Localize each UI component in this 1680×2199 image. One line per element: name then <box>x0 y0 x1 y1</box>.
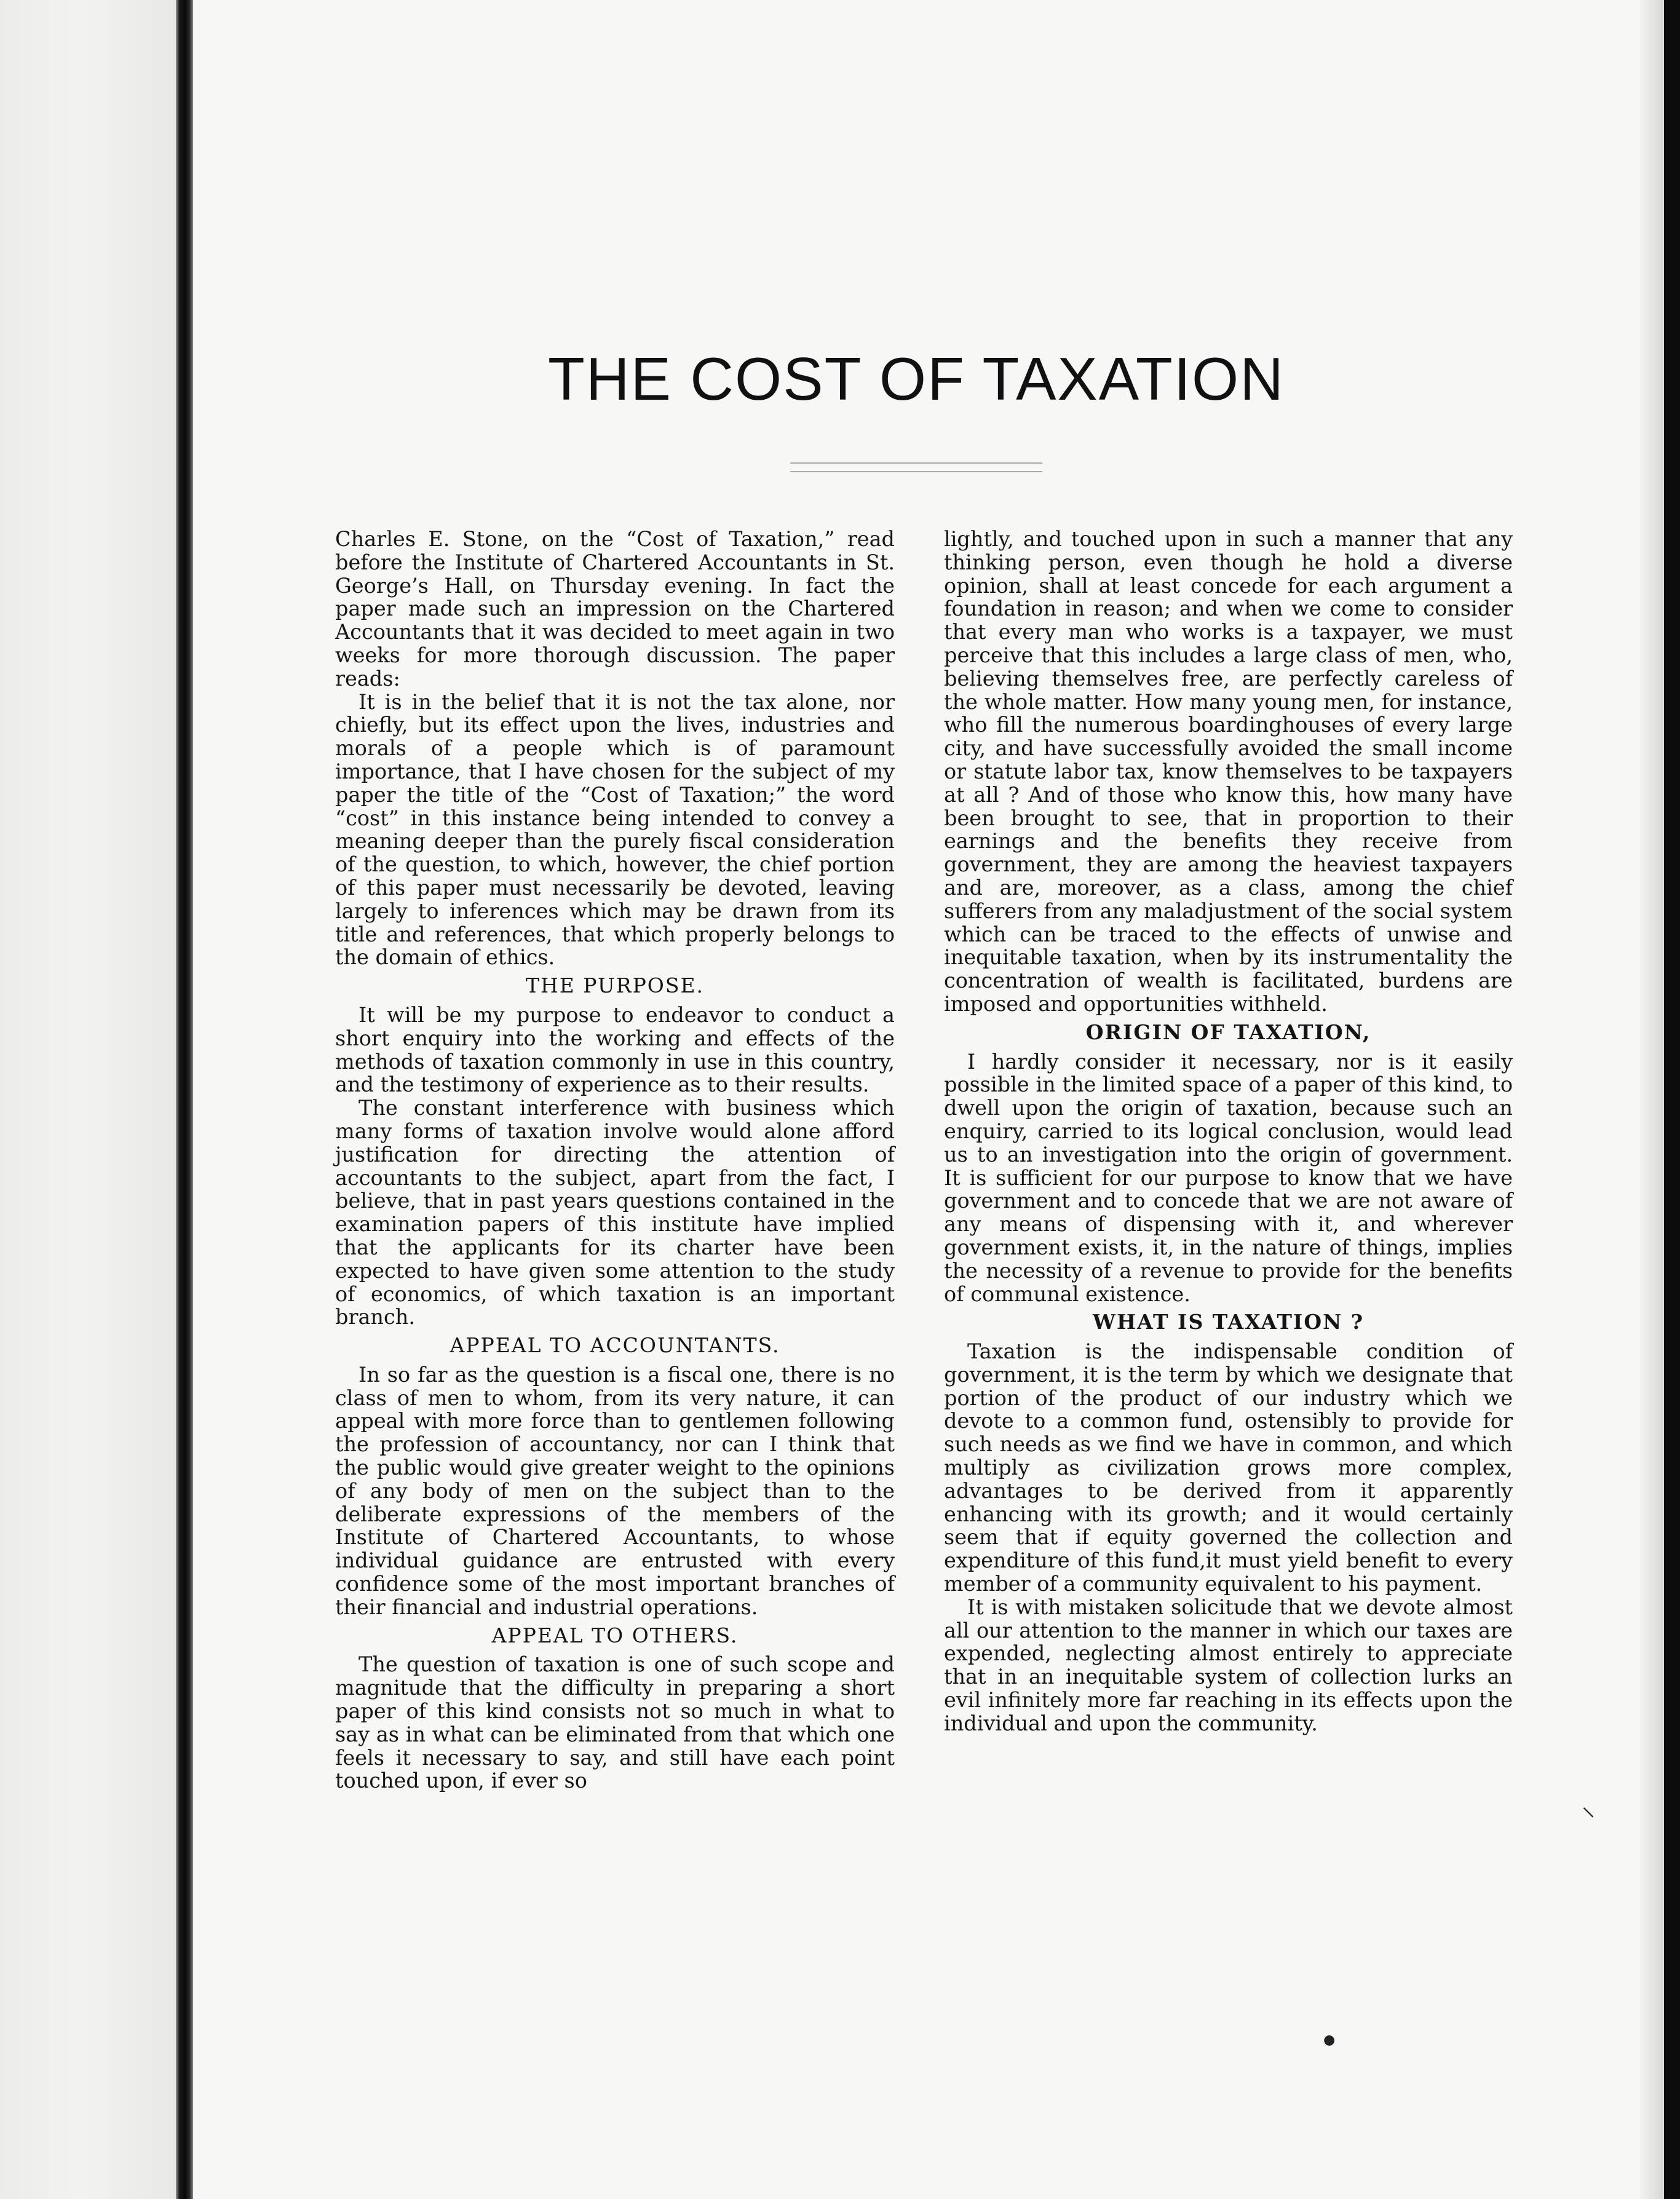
section-heading-purpose: THE PURPOSE. <box>525 973 705 998</box>
paragraph: Taxation is the indispensable condition of government, it is the term by which we designate that portion of the product of our industry which we devote to a common fund, ostensibly to provide for such needs as we find we have in common, and which multiply as civilization grows more complex, advantages to be derived from it apparently enhancing with its growth; and it would certainly seem that if equity governed the collection and expenditure of this fund,it must yield benefit to every member of a community equivalent to his payment. <box>944 1339 1513 1596</box>
paragraph: The constant interference with business which many forms of taxation involve would alone afford justification for directing the attention of accountants to the subject, apart from the fact, I believe, that in past years questions contained in the examination papers of this institute have implied that the applicants for its charter have been expected to have given some attention to the study of economics, of which taxation is an important branch. <box>335 1096 895 1329</box>
stray-dot: ● <box>1323 2032 1336 2048</box>
paragraph: I hardly consider it necessary, nor is it easily possible in the limited space of a paper of this kind, to dwell upon the origin of taxation, because such an enquiry, carried to its logical conclusion, would lead us to an investigation into the origin of government. It is sufficient for our purpose to know that we have government and to concede that we are not aware of any means of dispensing with it, and wherever government exists, it, in the nature of things, implies the necessity of a revenue to provide for the benefits of communal existence. <box>944 1049 1513 1306</box>
section-heading-origin: ORIGIN OF TAXATION, <box>1085 1020 1371 1044</box>
continued-paragraph: lightly, and touched upon in such a manner that any thinking person, even though he hold a diverse opinion, shall at least concede for each argument a foundation in reason; and when we come to consider that every man who works is a taxpayer, we must perceive that this includes a large class of men, who, believing themselves free, are perfectly careless of the whole matter. How many young men, for instance, who fill the numerous boardinghouses of every large city, and have successfully avoided the small income or statute labor tax, know themselves to be taxpayers at all ? And of those who know this, how many have been brought to see, that in proportion to their earnings and the benefits they receive from government, they are among the heaviest taxpayers and are, moreover, as a class, among the chief sufferers from any maladjustment of the social system which can be traced to the effects of unwise and inequitable taxation, when by its instrumentality the concentration of wealth is facilitated, burdens are imposed and opportunities withheld. <box>944 527 1513 1016</box>
scan-right-edge <box>1664 0 1680 2199</box>
left-column <box>335 528 895 1793</box>
section-heading-accountants: APPEAL TO ACCOUNTANTS. <box>450 1333 780 1358</box>
page-edge-shadow <box>1639 0 1664 2199</box>
paragraph: The question of taxation is one of such scope and magnitude that the difficulty in preparing a short paper of this kind consists not so much in what to say as in what can be eliminated from that which one feels it necessary to say, and still have each point touched upon, if ever so <box>335 1652 895 1793</box>
right-column <box>944 528 1513 1735</box>
scan-left-margin <box>0 0 203 2199</box>
title-rule <box>790 462 1042 472</box>
paragraph: In so far as the question is a fiscal one, there is no class of men to whom, from its very nature, it can appeal with more force than to gentlemen following the profession of accountancy, nor can I think that the public would give greater weight to the opinions of any body of men on the subject than to the deliberate expressions of the members of the Institute of Chartered Accountants, to whose individual guidance are entrusted with every confidence some of the most important branches of their financial and industrial operations. <box>335 1362 895 1619</box>
stray-mark: ⸜ <box>1582 1791 1595 1822</box>
section-heading-what: WHAT IS TAXATION ? <box>1092 1310 1365 1334</box>
page-title: THE COST OF TAXATION <box>548 345 1285 413</box>
paragraph: It will be my purpose to endeavor to conduct a short enquiry into the working and effects of the methods of taxation commonly in use in this country, and the testimony of experience as to their results. <box>335 1002 895 1097</box>
section-heading-others: APPEAL TO OTHERS. <box>491 1623 739 1647</box>
paragraph: It is with mistaken solicitude that we devote almost all our attention to the manner in which our taxes are expended, neglecting almost entirely to appreciate that in an inequitable system of collection lurks an evil infinitely more far reaching in its effects upon the individual and upon the community. <box>944 1595 1513 1735</box>
intro-paragraph: Charles E. Stone, on the “Cost of Taxation,” read before the Institute of Chartered Accountants in St. George’s Hall, on Thursday evening. In fact the paper made such an impression on the Chartered Accountants that it was decided to meet again in two weeks for more thorough discussion. The paper reads: <box>335 527 895 691</box>
binding-gutter <box>176 0 193 2199</box>
paragraph: It is in the belief that it is not the tax alone, nor chiefly, but its effect upon the lives, industries and morals of a people which is of paramount importance, that I have chosen for the subject of my paper the title of the “Cost of Taxation;” the word “cost” in this instance being intended to convey a meaning deeper than the purely fiscal consideration of the question, to which, however, the chief portion of this paper must necessarily be devoted, leaving largely to inferences which may be drawn from its title and references, that which properly belongs to the domain of ethics. <box>335 689 895 970</box>
